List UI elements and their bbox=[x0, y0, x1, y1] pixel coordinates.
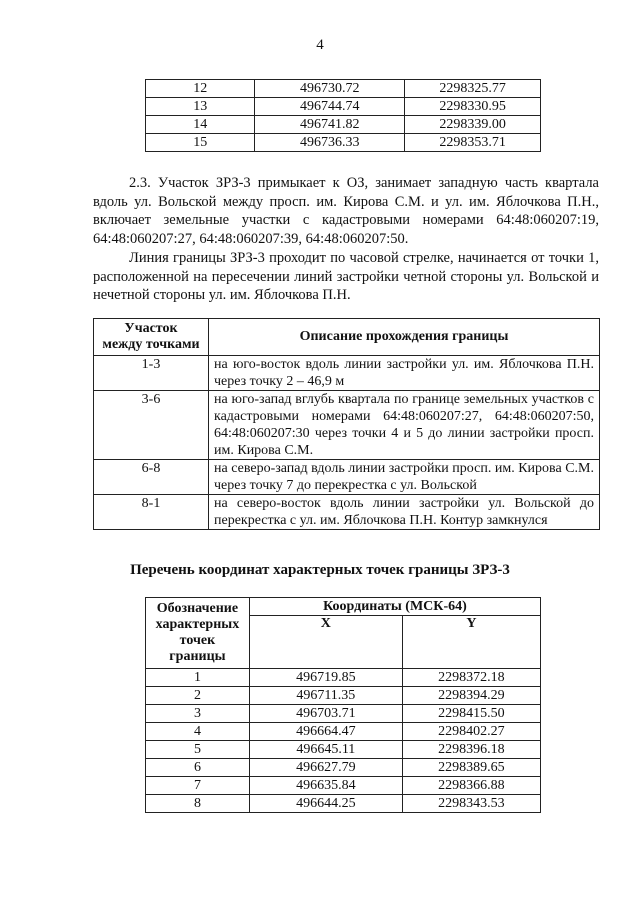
description-column-header: Описание прохождения границы bbox=[209, 319, 600, 356]
designation-header-line: Обозначение bbox=[156, 601, 239, 616]
table-row bbox=[94, 356, 600, 391]
y-coordinate-cell: 2298343.53 bbox=[402, 795, 540, 813]
point-number-cell: 4 bbox=[146, 723, 250, 741]
table-row bbox=[146, 687, 541, 705]
x-coordinate-cell: 496627.79 bbox=[249, 759, 402, 777]
y-coordinate-cell: 2298325.77 bbox=[405, 80, 541, 98]
point-number-cell: 1 bbox=[146, 669, 250, 687]
y-coordinate-cell: 2298330.95 bbox=[405, 98, 541, 116]
paragraph-zone-description bbox=[93, 174, 599, 249]
table-row bbox=[94, 391, 600, 460]
table-row bbox=[146, 80, 541, 98]
table-row bbox=[146, 98, 541, 116]
description-cell: на северо-запад вдоль линии застройки просп. им. Кирова С.М. через точку 7 до перекрестка с ул. Вольской bbox=[209, 460, 600, 495]
x-coordinate-cell: 496711.35 bbox=[249, 687, 402, 705]
point-number-cell: 8 bbox=[146, 795, 250, 813]
point-number-cell: 3 bbox=[146, 705, 250, 723]
segment-column-header bbox=[94, 319, 209, 356]
description-cell: на юго-восток вдоль линии застройки ул. им. Яблочкова П.Н. через точку 2 – 46,9 м bbox=[209, 356, 600, 391]
point-number-cell: 7 bbox=[146, 777, 250, 795]
segment-cell: 6-8 bbox=[94, 460, 209, 495]
page-number: 4 bbox=[316, 37, 324, 53]
characteristic-points-table bbox=[145, 597, 541, 813]
designation-header-line: границы bbox=[169, 649, 226, 664]
table-row bbox=[146, 116, 541, 134]
table-row bbox=[146, 795, 541, 813]
designation-header-line: характерных bbox=[155, 617, 240, 632]
x-coordinate-cell: 496730.72 bbox=[255, 80, 405, 98]
table-header-row bbox=[146, 598, 541, 616]
x-coordinate-cell: 496645.11 bbox=[249, 741, 402, 759]
table-row bbox=[146, 723, 541, 741]
table-row bbox=[146, 759, 541, 777]
x-coordinate-cell: 496744.74 bbox=[255, 98, 405, 116]
point-number-cell: 2 bbox=[146, 687, 250, 705]
description-cell: на юго-запад вглубь квартала по границе земельных участков с кадастровыми номерами 64:48:060207:27, 64:48:060207:50, 64:48:060207:30 через точки 4 и 5 до линии застройки просп. им. Кирова С.М. bbox=[209, 391, 600, 460]
paragraph-boundary-line bbox=[93, 249, 599, 305]
point-number-cell: 14 bbox=[146, 116, 255, 134]
y-coordinate-cell: 2298394.29 bbox=[402, 687, 540, 705]
designation-header-line: точек bbox=[179, 633, 216, 648]
x-column-header: X bbox=[249, 616, 402, 669]
points-list-heading: Перечень координат характерных точек границы ЗРЗ-3 bbox=[130, 562, 510, 578]
segment-cell: 8-1 bbox=[94, 495, 209, 530]
point-number-cell: 5 bbox=[146, 741, 250, 759]
table-row bbox=[146, 705, 541, 723]
table-row bbox=[146, 777, 541, 795]
segment-cell: 1-3 bbox=[94, 356, 209, 391]
description-cell: на северо-восток вдоль линии застройки ул. Вольской до перекрестка с ул. им. Яблочкова П.Н. Контур замкнулся bbox=[209, 495, 600, 530]
x-coordinate-cell: 496664.47 bbox=[249, 723, 402, 741]
x-coordinate-cell: 496736.33 bbox=[255, 134, 405, 152]
y-column-header: Y bbox=[402, 616, 540, 669]
table-row bbox=[94, 495, 600, 530]
x-coordinate-cell: 496741.82 bbox=[255, 116, 405, 134]
table-row bbox=[146, 669, 541, 687]
x-coordinate-cell: 496635.84 bbox=[249, 777, 402, 795]
y-coordinate-cell: 2298389.65 bbox=[402, 759, 540, 777]
table-header-row bbox=[94, 319, 600, 356]
point-number-cell: 6 bbox=[146, 759, 250, 777]
segment-header-line: Участок bbox=[124, 321, 178, 336]
y-coordinate-cell: 2298402.27 bbox=[402, 723, 540, 741]
point-number-cell: 12 bbox=[146, 80, 255, 98]
y-coordinate-cell: 2298339.00 bbox=[405, 116, 541, 134]
y-coordinate-cell: 2298353.71 bbox=[405, 134, 541, 152]
table-row bbox=[94, 460, 600, 495]
y-coordinate-cell: 2298372.18 bbox=[402, 669, 540, 687]
designation-column-header bbox=[146, 598, 250, 669]
boundary-description-table bbox=[93, 318, 600, 530]
segment-header-line: между точками bbox=[102, 337, 200, 352]
coordinates-column-header: Координаты (МСК-64) bbox=[249, 598, 540, 616]
segment-cell: 3-6 bbox=[94, 391, 209, 460]
x-coordinate-cell: 496719.85 bbox=[249, 669, 402, 687]
x-coordinate-cell: 496703.71 bbox=[249, 705, 402, 723]
point-number-cell: 13 bbox=[146, 98, 255, 116]
table-row bbox=[146, 134, 541, 152]
x-coordinate-cell: 496644.25 bbox=[249, 795, 402, 813]
point-number-cell: 15 bbox=[146, 134, 255, 152]
coordinates-continuation-table bbox=[145, 79, 541, 152]
paragraph-text: 2.3. Участок ЗРЗ-3 примыкает к ОЗ, занимает западную часть квартала вдоль ул. Вольской между просп. им. Кирова С.М. и ул. им. Яблочкова П.Н., включает земельные участки с кадастровыми номерами 64:48:060207:19, 64:48:060207:27, 64:48:060207:39, 64:48:060207:50. bbox=[93, 175, 599, 248]
y-coordinate-cell: 2298415.50 bbox=[402, 705, 540, 723]
y-coordinate-cell: 2298396.18 bbox=[402, 741, 540, 759]
y-coordinate-cell: 2298366.88 bbox=[402, 777, 540, 795]
table-row bbox=[146, 741, 541, 759]
paragraph-text: Линия границы ЗРЗ-3 проходит по часовой стрелке, начинается от точки 1, расположенной на пересечении линий застройки четной стороны ул. Вольской и нечетной стороны ул. им. Яблочкова П.Н. bbox=[93, 250, 599, 304]
